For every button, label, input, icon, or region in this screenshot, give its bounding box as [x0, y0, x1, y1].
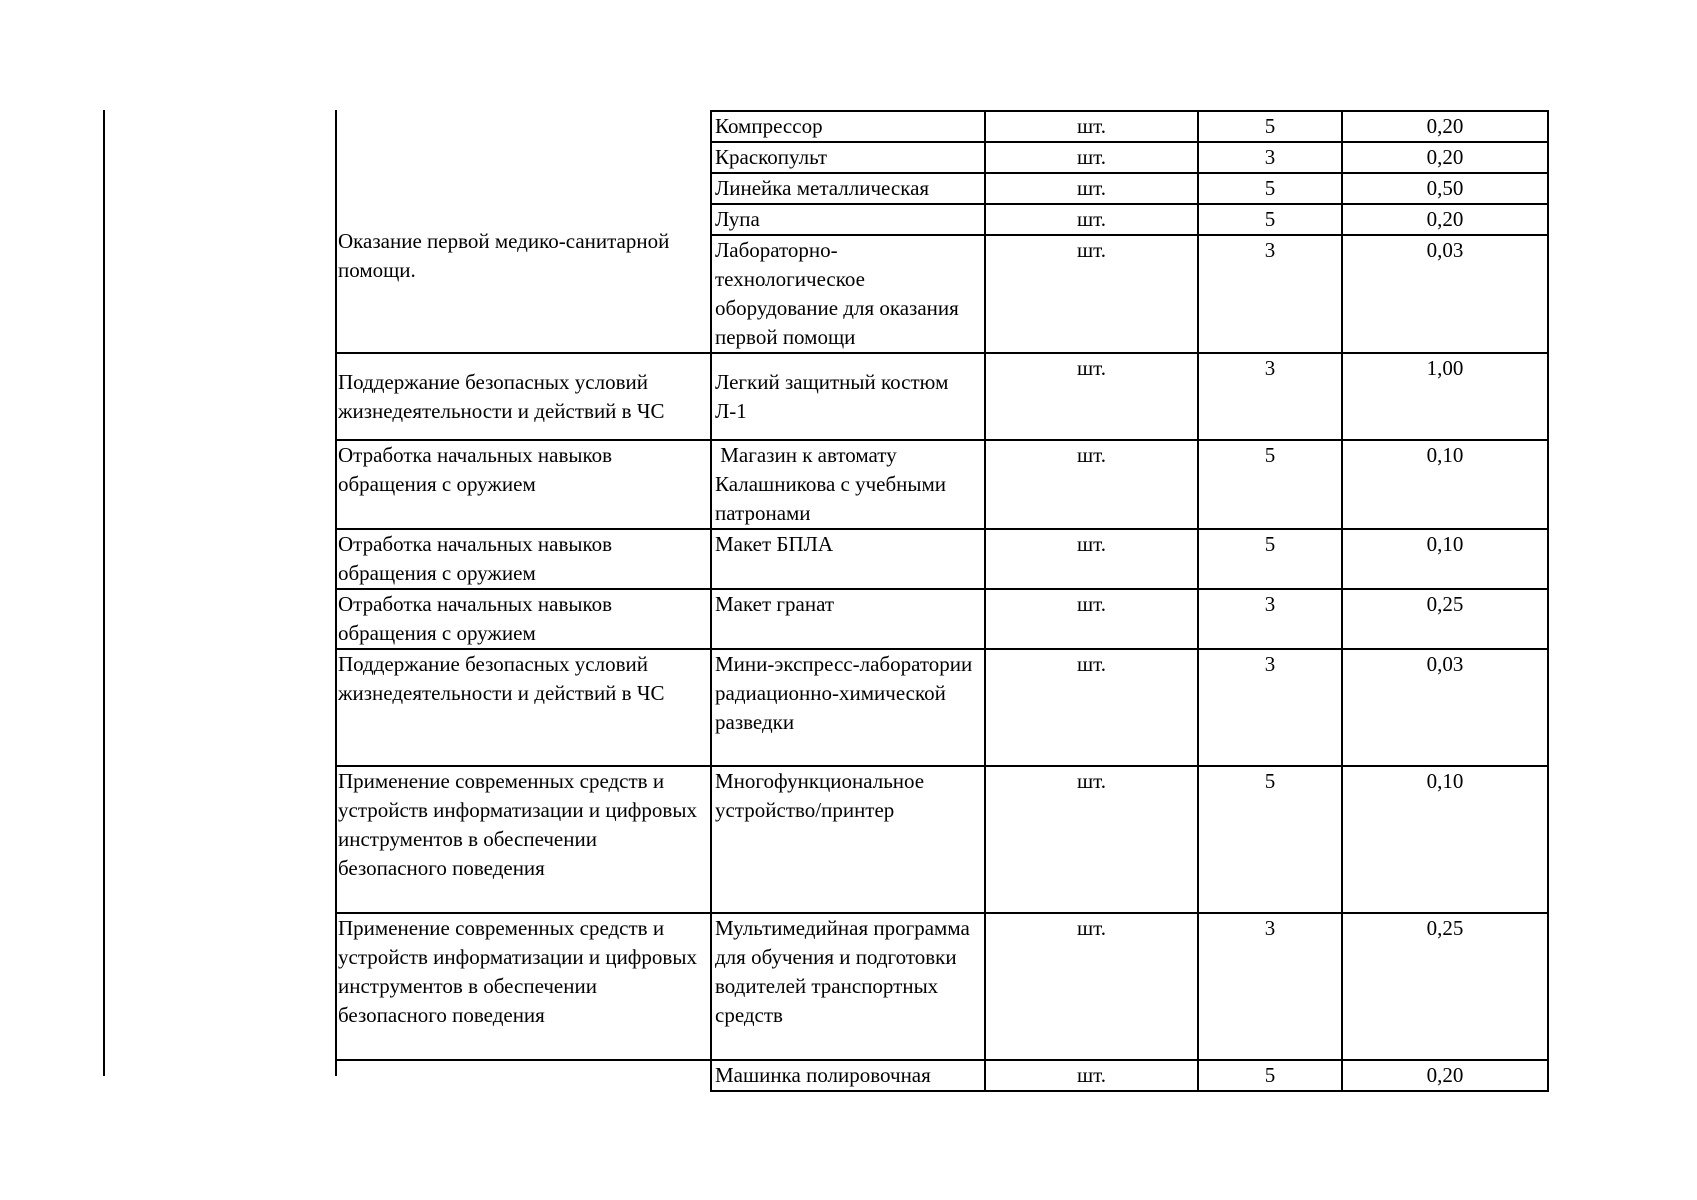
coef-cell: 0,20: [1342, 111, 1548, 142]
unit-cell: шт.: [985, 142, 1198, 173]
item-cell: Макет БПЛА: [711, 529, 985, 589]
table-row: [335, 913, 1548, 1060]
purpose-cell: Поддержание безопасных условий жизнедеятельности и действий в ЧС: [335, 353, 711, 440]
item-cell: Макет гранат: [711, 589, 985, 649]
item-cell: Лупа: [711, 204, 985, 235]
unit-cell: шт.: [985, 111, 1198, 142]
qty-cell: 3: [1198, 913, 1342, 1060]
table-row: [335, 353, 1548, 440]
table-row: [335, 766, 1548, 913]
unit-cell: шт.: [985, 589, 1198, 649]
coef-cell: 0,20: [1342, 204, 1548, 235]
purpose-cell: Применение современных средств и устройств информатизации и цифровых инструментов в обеспечении безопасного поведения: [335, 913, 711, 1060]
table-row: [335, 1060, 1548, 1091]
equipment-table: [335, 110, 1549, 1092]
purpose-cell: Отработка начальных навыков обращения с оружием: [335, 440, 711, 529]
item-cell: Линейка металлическая: [711, 173, 985, 204]
item-cell: Лабораторно-технологическое оборудование для оказания первой помощи: [711, 235, 985, 353]
purpose-cell: Отработка начальных навыков обращения с оружием: [335, 529, 711, 589]
unit-cell: шт.: [985, 529, 1198, 589]
table-row: [335, 529, 1548, 589]
coef-cell: 1,00: [1342, 353, 1548, 440]
unit-cell: шт.: [985, 766, 1198, 913]
coef-cell: 0,25: [1342, 913, 1548, 1060]
item-cell: Мультимедийная программа для обучения и подготовки водителей транспортных средств: [711, 913, 985, 1060]
item-cell: Легкий защитный костюм Л-1: [711, 353, 985, 440]
table-row: [335, 649, 1548, 766]
unit-cell: шт.: [985, 353, 1198, 440]
unit-cell: шт.: [985, 440, 1198, 529]
item-cell: Многофункциональное устройство/принтер: [711, 766, 985, 913]
purpose-cell: Отработка начальных навыков обращения с оружием: [335, 589, 711, 649]
item-cell: Краскопульт: [711, 142, 985, 173]
qty-cell: 5: [1198, 173, 1342, 204]
qty-cell: 3: [1198, 649, 1342, 766]
table-row: [335, 589, 1548, 649]
coef-cell: 0,03: [1342, 235, 1548, 353]
purpose-cell: Поддержание безопасных условий жизнедеятельности и действий в ЧС: [335, 649, 711, 766]
coef-cell: 0,50: [1342, 173, 1548, 204]
qty-cell: 3: [1198, 353, 1342, 440]
coef-cell: 0,10: [1342, 766, 1548, 913]
unit-cell: шт.: [985, 235, 1198, 353]
qty-cell: 3: [1198, 235, 1342, 353]
purpose-cell: [335, 1060, 711, 1091]
coef-cell: 0,25: [1342, 589, 1548, 649]
coef-cell: 0,10: [1342, 440, 1548, 529]
left-page-border: [103, 110, 105, 1076]
qty-cell: 5: [1198, 111, 1342, 142]
qty-cell: 5: [1198, 1060, 1342, 1091]
unit-cell: шт.: [985, 649, 1198, 766]
purpose-cell: Оказание первой медико-санитарной помощи.: [335, 111, 711, 353]
qty-cell: 3: [1198, 589, 1342, 649]
table-row: [335, 111, 1548, 142]
item-cell: Мини-экспресс-лаборатории радиационно-химической разведки: [711, 649, 985, 766]
qty-cell: 5: [1198, 529, 1342, 589]
unit-cell: шт.: [985, 204, 1198, 235]
unit-cell: шт.: [985, 913, 1198, 1060]
unit-cell: шт.: [985, 173, 1198, 204]
item-cell: Компрессор: [711, 111, 985, 142]
coef-cell: 0,10: [1342, 529, 1548, 589]
coef-cell: 0,03: [1342, 649, 1548, 766]
item-cell: Машинка полировочная: [711, 1060, 985, 1091]
table-row: [335, 440, 1548, 529]
qty-cell: 5: [1198, 440, 1342, 529]
unit-cell: шт.: [985, 1060, 1198, 1091]
coef-cell: 0,20: [1342, 142, 1548, 173]
qty-cell: 3: [1198, 142, 1342, 173]
qty-cell: 5: [1198, 204, 1342, 235]
coef-cell: 0,20: [1342, 1060, 1548, 1091]
item-cell: Магазин к автомату Калашникова с учебными патронами: [711, 440, 985, 529]
qty-cell: 5: [1198, 766, 1342, 913]
purpose-cell: Применение современных средств и устройств информатизации и цифровых инструментов в обеспечении безопасного поведения: [335, 766, 711, 913]
